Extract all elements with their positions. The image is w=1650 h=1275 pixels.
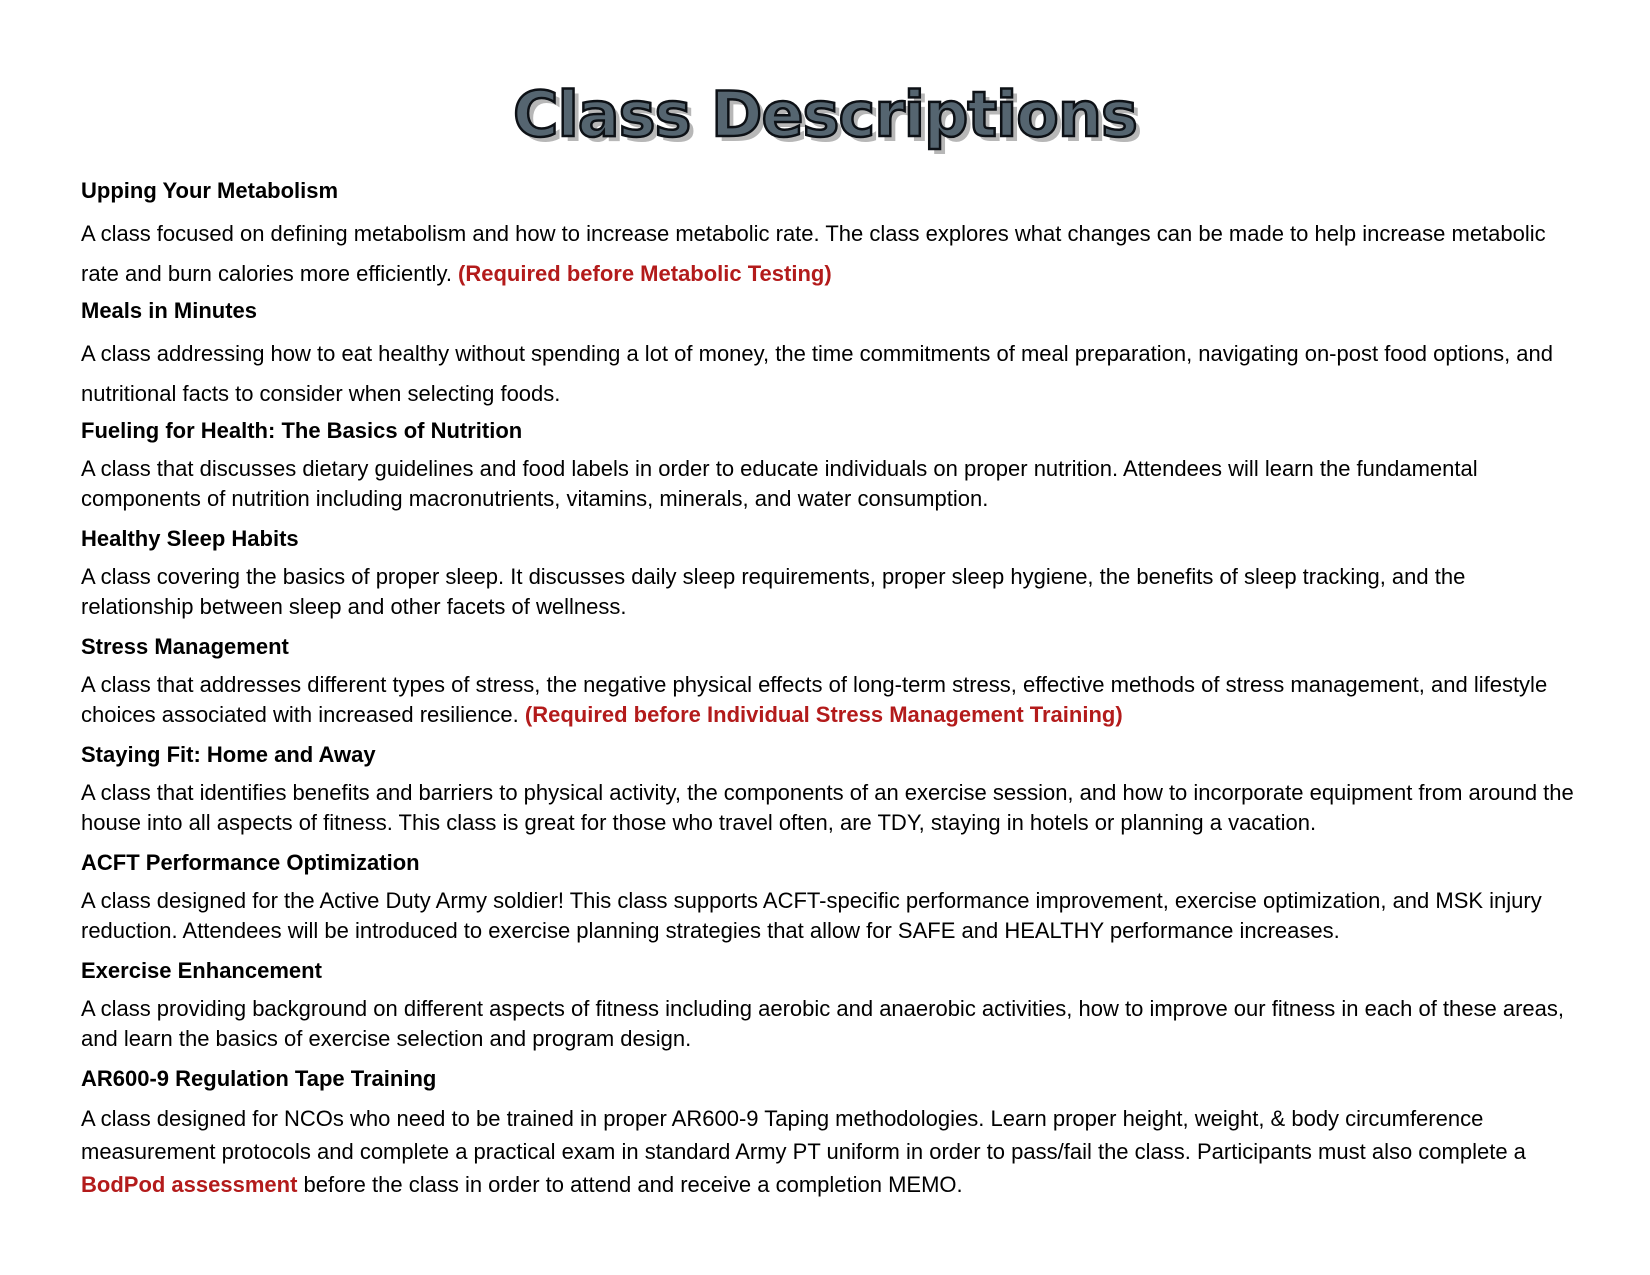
class-section-exercise xyxy=(81,956,1581,1054)
class-description: A class covering the basics of proper sleep. It discusses daily sleep requirements, proper sleep hygiene, the benefits of sleep tracking, and the relationship between sleep and other facets of wellness. xyxy=(81,564,1466,619)
class-description: A class designed for the Active Duty Army soldier! This class supports ACFT-specific performance improvement, exercise optimization, and MSK injury reduction. Attendees will be introduced to exercise planning strategies that allow for SAFE and HEALTHY performance increases. xyxy=(81,888,1542,943)
class-description: A class providing background on different aspects of fitness including aerobic and anaerobic activities, how to improve our fitness in each of these areas, and learn the basics of exercise selection and program design. xyxy=(81,996,1565,1051)
requirement-note: (Required before Individual Stress Management Training) xyxy=(524,702,1123,727)
class-heading: Meals in Minutes xyxy=(81,298,258,323)
class-heading: Staying Fit: Home and Away xyxy=(81,742,376,767)
class-description-text: A class designed for NCOs who need to be trained in proper AR600-9 Taping methodologies. Learn proper height, weight, & body circumference measurement protocols and complete a practical exam in standard Army PT uniform in order to pass/fail the class. Participants must also complete a xyxy=(81,1106,1526,1164)
class-description: A class that discusses dietary guidelines and food labels in order to educate individuals on proper nutrition. Attendees will learn the fundamental components of nutrition including macronutrients, vitamins, minerals, and water consumption. xyxy=(81,456,1478,511)
class-description xyxy=(81,1102,1581,1201)
class-heading: Stress Management xyxy=(81,634,289,659)
class-heading: Healthy Sleep Habits xyxy=(81,526,299,551)
requirement-note: (Required before Metabolic Testing) xyxy=(458,261,832,286)
bodpod-link[interactable]: BodPod assessment xyxy=(81,1172,298,1197)
class-section-acft xyxy=(81,848,1581,946)
class-heading: AR600-9 Regulation Tape Training xyxy=(81,1066,437,1091)
class-section-metabolism xyxy=(81,176,1581,294)
class-heading: Exercise Enhancement xyxy=(81,958,322,983)
class-section-nutrition xyxy=(81,416,1581,514)
class-section-fitness xyxy=(81,740,1581,838)
class-description xyxy=(81,214,1581,294)
class-description: A class addressing how to eat healthy without spending a lot of money, the time commitments of meal preparation, navigating on-post food options, and nutritional facts to consider when selecting foods. xyxy=(81,341,1554,406)
class-section-meals xyxy=(81,296,1581,414)
class-heading: Fueling for Health: The Basics of Nutrition xyxy=(81,418,523,443)
class-list xyxy=(81,176,1581,1201)
class-description xyxy=(81,670,1581,730)
page-title: Class Descriptions xyxy=(513,78,1137,151)
class-section-stress xyxy=(81,632,1581,730)
class-description: A class that identifies benefits and barriers to physical activity, the components of an exercise session, and how to incorporate equipment from around the house into all aspects of fitness. This class is great for those who travel often, are TDY, staying in hotels or planning a vacation. xyxy=(81,780,1574,835)
class-section-tape xyxy=(81,1064,1581,1201)
class-section-sleep xyxy=(81,524,1581,622)
class-heading: ACFT Performance Optimization xyxy=(81,850,420,875)
class-heading: Upping Your Metabolism xyxy=(81,178,339,203)
class-description-text: A class that addresses different types of stress, the negative physical effects of long-term stress, effective methods of stress management, and lifestyle choices associated with increased resilience. xyxy=(81,672,1548,727)
class-description-text: before the class in order to attend and receive a completion MEMO. xyxy=(297,1172,963,1197)
class-description-text: A class focused on defining metabolism and how to increase metabolic rate. The class explores what changes can be made to help increase metabolic rate and burn calories more efficiently. xyxy=(81,221,1546,286)
